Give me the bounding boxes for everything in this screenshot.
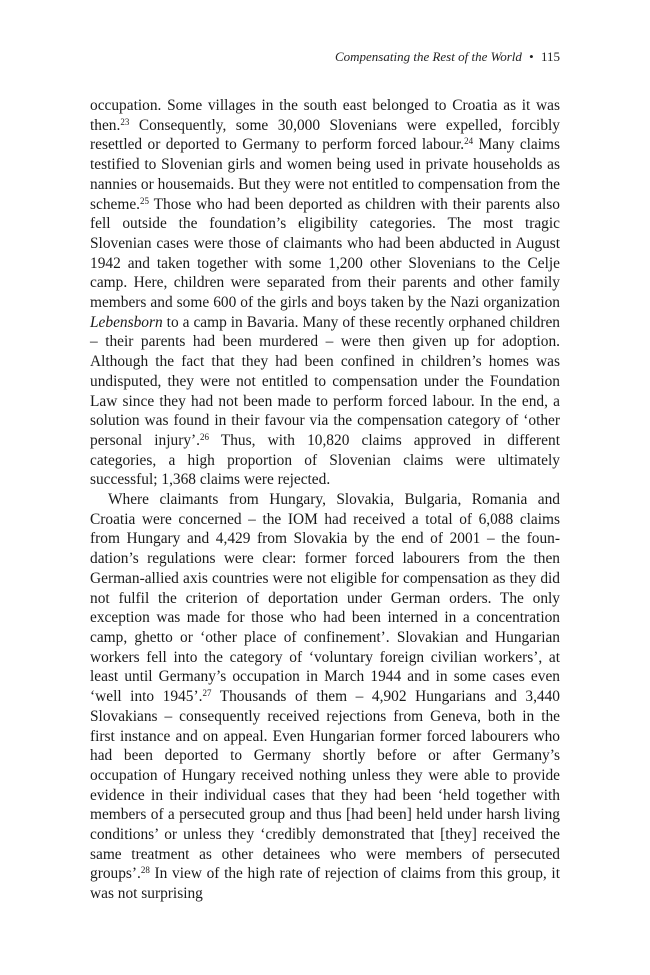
paragraph <box>90 96 560 490</box>
text-run: Those who had been deported as children with their parents also fell outside the foundation’s eligibility categories. The most tragic Slovenian cases were those of claimants who had been abducted in August 1942 and taken together with some 1,200 other Slovenians to the Celje camp. Here, children were separated from their parents and other family members and some 600 of the girls and boys taken by the Nazi organization <box>90 195 560 312</box>
text-run: occupation. Some villages in the south east belonged to Croatia as it was then. <box>90 97 560 134</box>
text-run: In view of the high rate of rejection of claims from this group, it was not surprising <box>90 865 560 903</box>
footnote-ref: 25 <box>140 195 149 206</box>
footnote-ref: 23 <box>120 116 130 127</box>
footnote-ref: 28 <box>140 865 150 876</box>
footnote-ref: 27 <box>202 688 212 699</box>
running-head <box>335 49 560 65</box>
text-run: Where claimants from Hungary, Slovakia, Bulgaria, Romania and Croatia were concerned – the IOM had received a total of 6,088 claims from Hungary and 4,429 from Slovakia by the end of 2001 – the foundation’s regulations were clear: former forced labourers from the then German-allied axis countries were not eligible for compensation as they did not fulfil the criterion of deportation under German orders. The only exception was made for those who had been interned in a concentration camp, ghetto or ‘other place of confinement’. Slovakian and Hungarian workers fell into the category of ‘voluntary foreign civilian workers’, at least until Germany’s occupation in March 1944 and in some cases even ‘well into 1945’. <box>90 491 560 706</box>
footnote-ref: 26 <box>200 431 209 442</box>
paragraph <box>90 490 560 904</box>
running-title: Compensating the Rest of the World <box>334 49 522 64</box>
header-separator: • <box>529 49 534 64</box>
text-run: Many claims testified to Slovenian girls and women being used in private households as nannies or housemaids. But they were not entitled to compensation from the scheme. <box>90 136 560 213</box>
text-run: Thus, with 10,820 claims approved in different categories, a high proportion of Slovenian claims were ultimately successful; 1,368 claims were rejected. <box>90 431 560 489</box>
body-text <box>90 96 560 904</box>
text-run: to a camp in Bavaria. Many of these recently orphaned children – their parents had been murdered – were then given up for adoption. Although the fact that they had been confined in children’s homes was undisputed, they were not entitled to compensation under the Foundation Law since they had not been made to perform forced labour. In the end, a solution was found in their favour via the compensation category of ‘other personal injury’. <box>90 313 560 449</box>
footnote-ref: 24 <box>464 136 474 147</box>
text-run: Thousands of them – 4,902 Hungarians and 3,440 Slovakians – consequently received rejections from Geneva, both in the first instance and on appeal. Even Hungarian former forced labourers who had been deported to Germany shortly before or after Germany’s occupation of Hungary received nothing unless they were able to provide evidence in their individual cases that they had been ‘held together with members of a persecuted group and thus [had been] held under harsh living conditions’ or unless they ‘credibly demonstrated that [they] received the same treatment as other detainees who were members of persecuted groups’. <box>90 688 560 883</box>
page-number: 115 <box>540 49 560 64</box>
italic-term: Lebensborn <box>90 313 163 331</box>
text-run: Consequently, some 30,000 Slovenians were expelled, forcibly resettled or deported to Germany to perform forced labour. <box>90 116 560 154</box>
